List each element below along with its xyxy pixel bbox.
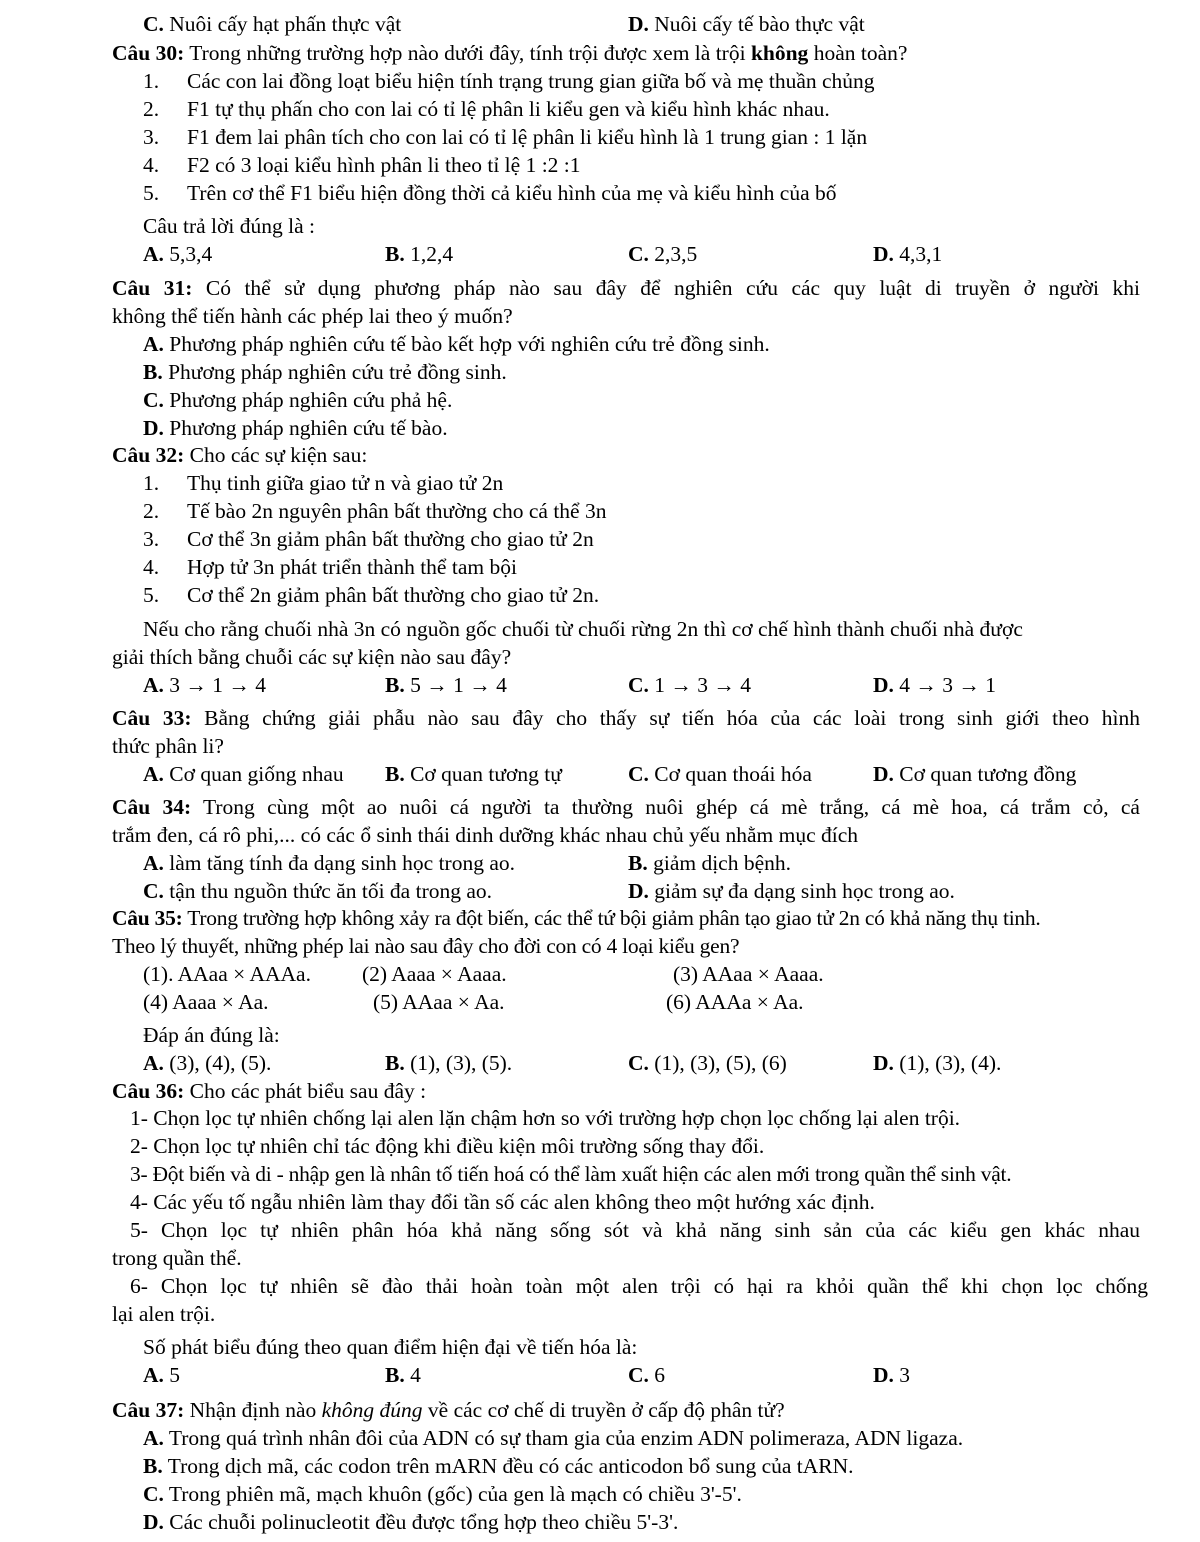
q35-cross-3: (3) AAaa × Aaaa. [673,962,824,986]
q33-stem-line-2: thức phân li? [112,734,224,758]
q36-statement-5-line-1: 5- Chọn lọc tự nhiên phân hóa khả năng sống sót và khả năng sinh sản của các kiểu gen khác nhau [130,1218,1140,1242]
q31-option-b: B. Phương pháp nghiên cứu trẻ đồng sinh. [143,360,507,384]
q35-cross-1: (1). AAaa × AAAa. [143,962,311,986]
q29-option-d [628,12,865,38]
q35-option-a: A. (3), (4), (5). [143,1051,272,1075]
q32-item-2: 2. [143,499,160,523]
q35-option-d: D. (1), (3), (4). [873,1051,1002,1075]
q37-option-b: B. Trong dịch mã, các codon trên mARN đều có các anticodon bổ sung của tARN. [143,1454,854,1478]
question-label: Câu 34: [112,795,192,819]
option-label: C. [143,12,164,36]
q35-cross-6: (6) AAAa × Aa. [666,990,804,1014]
q37-stem: Câu 37: Nhận định nào không đúng về các cơ chế di truyền ở cấp độ phân tử? [112,1398,785,1422]
q32-item-4: 4. [143,555,160,579]
q35-cross-4: (4) Aaaa × Aa. [143,990,269,1014]
q36-statement-2: 2- Chọn lọc tự nhiên chỉ tác động khi điều kiện môi trường sống thay đổi. [130,1134,765,1158]
q36-option-d: D. 3 [873,1363,911,1387]
q36-statement-6-line-2: lại alen trội. [112,1302,216,1326]
q32-option-c: C. 1 → 3 → 4 [628,673,752,697]
question-label: Câu 32: [112,443,185,467]
q36-option-a: A. 5 [143,1363,181,1387]
q30-item-1-text: Các con lai đồng loạt biểu hiện tính trạng trung gian giữa bố và mẹ thuần chủng [187,69,875,93]
q36-option-b: B. 4 [385,1363,421,1387]
q30-item-1: 1. [143,69,160,93]
q36-statement-6-line-1: 6- Chọn lọc tự nhiên sẽ đào thải hoàn toàn một alen trội có hại ra khỏi quần thể khi chọn lọc chống [130,1274,1148,1298]
q33-option-c: C. Cơ quan thoái hóa [628,762,812,786]
q30-item-4: 4. [143,153,160,177]
q30-option-a: A. 5,3,4 [143,242,213,266]
q32-item-1-text: Thụ tinh giữa giao tử n và giao tử 2n [187,471,504,495]
q30-item-2-text: F1 tự thụ phấn cho con lai có tỉ lệ phân li kiểu gen và kiểu hình khác nhau. [187,97,830,121]
q35-option-b: B. (1), (3), (5). [385,1051,513,1075]
question-label: Câu 31: [112,276,193,300]
q36-statement-4: 4- Các yếu tố ngẫu nhiên làm thay đổi tần số các alen không theo một hướng xác định. [130,1190,875,1214]
question-label: Câu 33: [112,706,192,730]
q30-item-2: 2. [143,97,160,121]
q36-statement-3: 3- Đột biến và di - nhập gen là nhân tố tiến hoá có thể làm xuất hiện các alen mới trong quần thể sinh vật. [130,1162,1012,1186]
q34-stem-line-2: trắm đen, cá rô phi,... có các ổ sinh thái dinh dưỡng khác nhau chủ yếu nhằm mục đích [112,823,859,847]
q30-prompt: Câu trả lời đúng là : [143,214,315,238]
q31-stem-line-1: Câu 31: Có thể sử dụng phương pháp nào sau đây để nghiên cứu các quy luật di truyền ở người khi [112,276,1140,300]
question-label: Câu 36: [112,1079,185,1103]
q32-paragraph-line-1: Nếu cho rằng chuối nhà 3n có nguồn gốc chuối từ chuối rừng 2n thì cơ chế hình thành chuối nhà được [143,617,1023,641]
q30-item-4-text: F2 có 3 loại kiểu hình phân li theo tỉ lệ 1 :2 :1 [187,153,581,177]
question-label: Câu 30: [112,41,185,65]
q33-option-b: B. Cơ quan tương tự [385,762,562,786]
q36-prompt: Số phát biểu đúng theo quan điểm hiện đại về tiến hóa là: [143,1335,638,1359]
q32-item-1: 1. [143,471,160,495]
q34-option-b: B. giảm dịch bệnh. [628,851,792,875]
q32-item-2-text: Tế bào 2n nguyên phân bất thường cho cá thể 3n [187,499,607,523]
q30-item-5-text: Trên cơ thể F1 biểu hiện đồng thời cả kiểu hình của mẹ và kiểu hình của bố [187,181,837,205]
q33-option-a: A. Cơ quan giống nhau [143,762,344,786]
q37-option-a: A. Trong quá trình nhân đôi của ADN có sự tham gia của enzim ADN polimeraza, ADN ligaza. [143,1426,964,1450]
q30-option-c: C. 2,3,5 [628,242,698,266]
q37-option-c: C. Trong phiên mã, mạch khuôn (gốc) của gen là mạch có chiều 3'-5'. [143,1482,742,1506]
q35-cross-5: (5) AAaa × Aa. [373,990,505,1014]
q37-option-d: D. Các chuỗi polinucleotit đều được tổng hợp theo chiều 5'-3'. [143,1510,679,1534]
q32-option-d: D. 4 → 3 → 1 [873,673,997,697]
q31-option-c: C. Phương pháp nghiên cứu phả hệ. [143,388,453,412]
q32-option-b: B. 5 → 1 → 4 [385,673,507,697]
q34-option-c: C. tận thu nguồn thức ăn tối đa trong ao. [143,879,493,903]
q30-item-3-text: F1 đem lai phân tích cho con lai có tỉ lệ phân li kiểu hình là 1 trung gian : 1 lặn [187,125,868,149]
q36-option-c: C. 6 [628,1363,666,1387]
q34-option-d: D. giảm sự đa dạng sinh học trong ao. [628,879,955,903]
q30-option-b: B. 1,2,4 [385,242,454,266]
q36-stem: Câu 36: Cho các phát biểu sau đây : [112,1079,427,1103]
q31-option-a: A. Phương pháp nghiên cứu tế bào kết hợp với nghiên cứu trẻ đồng sinh. [143,332,770,356]
q32-option-a: A. 3 → 1 → 4 [143,673,267,697]
q33-option-d: D. Cơ quan tương đồng [873,762,1077,786]
q35-prompt: Đáp án đúng là: [143,1023,280,1047]
q31-stem-line-2: không thể tiến hành các phép lai theo ý muốn? [112,304,513,328]
question-label: Câu 37: [112,1398,185,1422]
q35-stem-line-1: Câu 35: Trong trường hợp không xảy ra đột biến, các thể tứ bội giảm phân tạo giao tử 2n có khả năng thụ tinh. [112,906,1041,930]
q34-option-a: A. làm tăng tính đa dạng sinh học trong ao. [143,851,516,875]
q35-stem-line-2: Theo lý thuyết, những phép lai nào sau đây cho đời con có 4 loại kiểu gen? [112,934,740,958]
option-label: D. [628,12,649,36]
q30-option-d: D. 4,3,1 [873,242,943,266]
q36-statement-1: 1- Chọn lọc tự nhiên chống lại alen lặn chậm hơn so với trường hợp chọn lọc chống lại alen trội. [130,1106,961,1130]
option-text: Nuôi cấy hạt phấn thực vật [163,12,402,36]
q30-stem: Câu 30: Trong những trường hợp nào dưới đây, tính trội được xem là trội không hoàn toàn? [112,41,908,65]
question-label: Câu 35: [112,906,183,930]
q32-item-3: 3. [143,527,160,551]
q32-item-3-text: Cơ thể 3n giảm phân bất thường cho giao tử 2n [187,527,594,551]
q35-option-c: C. (1), (3), (5), (6) [628,1051,787,1075]
q29-option-c [143,12,401,38]
q32-item-5: 5. [143,583,160,607]
q32-stem: Câu 32: Cho các sự kiện sau: [112,443,368,467]
option-text: Nuôi cấy tế bào thực vật [648,12,865,36]
q34-stem-line-1: Câu 34: Trong cùng một ao nuôi cá người ta thường nuôi ghép cá mè trắng, cá mè hoa, cá trắm cỏ, cá [112,795,1140,819]
q33-stem-line-1: Câu 33: Bằng chứng giải phẫu nào sau đây cho thấy sự tiến hóa của các loài trong sinh giới theo hình [112,706,1140,730]
q30-item-3: 3. [143,125,160,149]
q35-cross-2: (2) Aaaa × Aaaa. [362,962,507,986]
q32-item-5-text: Cơ thể 2n giảm phân bất thường cho giao tử 2n. [187,583,600,607]
q32-paragraph-line-2: giải thích bằng chuỗi các sự kiện nào sau đây? [112,645,512,669]
q32-item-4-text: Hợp tử 3n phát triển thành thể tam bội [187,555,517,579]
q36-statement-5-line-2: trong quần thể. [112,1246,242,1270]
q30-item-5: 5. [143,181,160,205]
q31-option-d: D. Phương pháp nghiên cứu tế bào. [143,416,448,440]
